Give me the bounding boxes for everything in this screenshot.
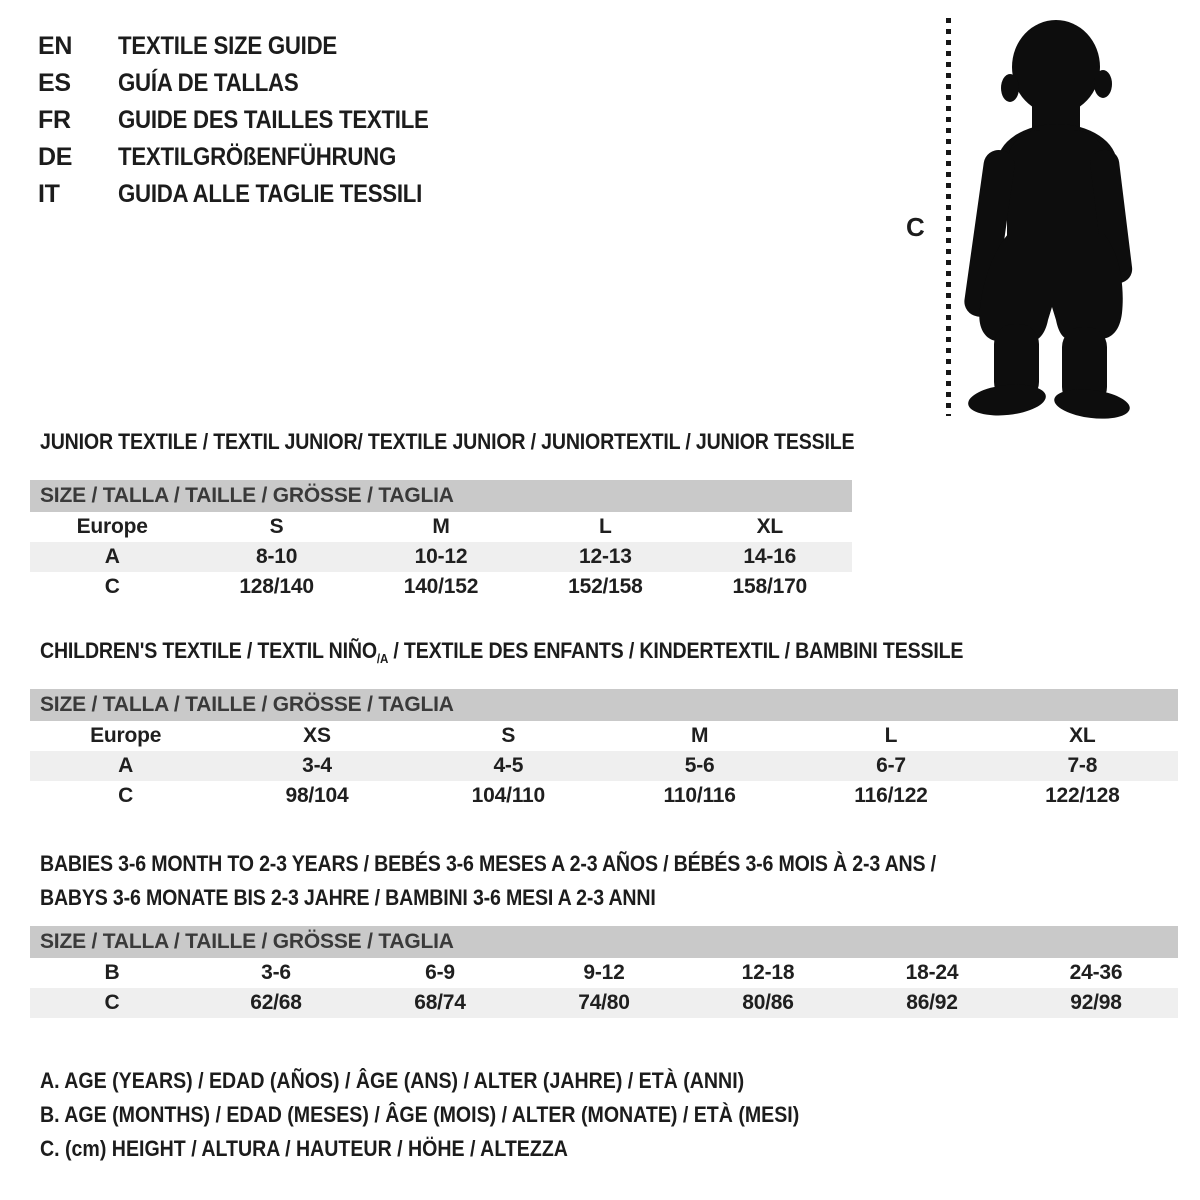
language-code: IT (38, 180, 60, 208)
table-cell: 9-12 (583, 961, 625, 984)
table-cell: A (30, 751, 221, 781)
table-row (30, 988, 1178, 1018)
table-cell: 5-6 (604, 751, 795, 781)
table-cell: 4-5 (413, 751, 604, 781)
language-title: GUIDE DES TAILLES TEXTILE (118, 106, 429, 134)
table-cell: 7-8 (987, 751, 1178, 781)
table-cell: S (501, 724, 516, 747)
language-title: GUIDA ALLE TAGLIE TESSILI (118, 180, 423, 208)
table-cell: 3-6 (261, 961, 291, 984)
table-cell: C (104, 575, 120, 598)
legend-line (40, 1098, 893, 1132)
height-measure-label: C (906, 212, 925, 242)
table-cell: 128/140 (239, 575, 314, 598)
language-title-block (38, 28, 467, 213)
babies-title-line2: BABYS 3-6 MONATE BIS 2-3 JAHRE / BAMBINI 3-6 MESI A 2-3 ANNI (40, 885, 656, 910)
language-title: TEXTILGRÖßENFÜHRUNG (118, 143, 396, 171)
junior-size-table (30, 480, 852, 602)
table-cell: 140/152 (403, 575, 479, 598)
table-row (30, 751, 1178, 781)
legend-line (40, 1132, 893, 1166)
table-cell: 12-13 (523, 542, 687, 572)
junior-section-title (40, 429, 955, 455)
table-cell: Europe (90, 724, 162, 747)
table-cell: 86/92 (850, 988, 1014, 1018)
table-cell: 158/170 (732, 575, 808, 598)
table-cell: 98/104 (285, 784, 349, 807)
table-cell: C (118, 784, 134, 807)
table-cell: 74/80 (522, 988, 686, 1018)
table-row (30, 721, 1178, 751)
table-cell: 24-36 (1069, 961, 1123, 984)
legend-line-text: C. (cm) HEIGHT / ALTURA / HAUTEUR / HÖHE / ALTEZZA (40, 1136, 568, 1161)
table-cell: 8-10 (194, 542, 358, 572)
table-cell: C (30, 988, 194, 1018)
legend-block (40, 1064, 893, 1166)
language-row (38, 65, 467, 102)
table-cell: 80/86 (686, 988, 850, 1018)
table-cell: S (269, 515, 284, 538)
junior-size-header-bar: SIZE / TALLA / TAILLE / GRÖSSE / TAGLIA (30, 480, 852, 512)
language-row (38, 176, 467, 213)
legend-line-text: B. AGE (MONTHS) / EDAD (MESES) / ÂGE (MOIS) / ALTER (MONATE) / ETÀ (MESI) (40, 1102, 800, 1127)
table-cell: 110/116 (663, 784, 736, 807)
height-measure-dashed-line (946, 18, 951, 416)
babies-title-line1: BABIES 3-6 MONTH TO 2-3 YEARS / BEBÉS 3-6 MESES A 2-3 AÑOS / BÉBÉS 3-6 MOIS À 2-3 ANS / (40, 851, 936, 876)
table-cell: 116/122 (854, 784, 928, 807)
language-code: DE (38, 143, 73, 171)
table-cell: 92/98 (1014, 988, 1178, 1018)
children-size-table (30, 689, 1178, 811)
babies-table (30, 958, 1178, 1018)
table-cell: 18-24 (905, 961, 959, 984)
language-title: TEXTILE SIZE GUIDE (118, 32, 337, 60)
language-code: FR (38, 106, 71, 134)
table-cell: A (30, 542, 194, 572)
children-size-header-bar: SIZE / TALLA / TAILLE / GRÖSSE / TAGLIA (30, 689, 1178, 721)
language-row (38, 28, 467, 65)
language-code: EN (38, 32, 73, 60)
legend-line-text: A. AGE (YEARS) / EDAD (AÑOS) / ÂGE (ANS) / ALTER (JAHRE) / ETÀ (ANNI) (40, 1068, 745, 1093)
toddler-silhouette-icon (962, 12, 1140, 420)
table-cell: M (432, 515, 450, 538)
table-cell: 3-4 (221, 751, 412, 781)
table-cell: 10-12 (359, 542, 523, 572)
language-row (38, 139, 467, 176)
table-cell: M (691, 724, 709, 747)
language-row (38, 102, 467, 139)
table-cell: 62/68 (194, 988, 358, 1018)
table-row (30, 512, 852, 542)
table-cell: 6-7 (795, 751, 986, 781)
children-title-sub: /A (376, 651, 389, 666)
table-row (30, 572, 852, 602)
table-cell: L (599, 515, 612, 538)
junior-section-title-text: JUNIOR TEXTILE / TEXTIL JUNIOR/ TEXTILE JUNIOR / JUNIORTEXTIL / JUNIOR TESSILE (40, 429, 855, 454)
table-cell: XL (756, 515, 783, 538)
babies-section-title (40, 847, 1047, 915)
table-cell: XL (1069, 724, 1096, 747)
junior-table (30, 512, 852, 602)
table-cell: 68/74 (358, 988, 522, 1018)
children-title-before: CHILDREN'S TEXTILE / TEXTIL NIÑO (40, 638, 377, 663)
children-section-title-text (40, 638, 963, 666)
children-section-title (40, 638, 1077, 666)
children-table (30, 721, 1178, 811)
language-title: GUÍA DE TALLAS (118, 69, 299, 97)
legend-line (40, 1064, 893, 1098)
table-row (30, 958, 1178, 988)
table-cell: 104/110 (471, 784, 545, 807)
table-cell: 12-18 (741, 961, 795, 984)
table-row (30, 542, 852, 572)
table-row (30, 781, 1178, 811)
table-cell: L (884, 724, 898, 747)
table-cell: XS (303, 724, 331, 747)
table-cell: 122/128 (1045, 784, 1120, 807)
babies-size-table (30, 926, 1178, 1018)
table-cell: Europe (76, 515, 148, 538)
babies-size-header-bar: SIZE / TALLA / TAILLE / GRÖSSE / TAGLIA (30, 926, 1178, 958)
language-code: ES (38, 69, 71, 97)
children-title-after: / TEXTILE DES ENFANTS / KINDERTEXTIL / BAMBINI TESSILE (388, 638, 964, 663)
table-cell: 14-16 (688, 542, 852, 572)
table-cell: 152/158 (568, 575, 643, 598)
table-cell: B (104, 961, 120, 984)
table-cell: 6-9 (425, 961, 455, 984)
